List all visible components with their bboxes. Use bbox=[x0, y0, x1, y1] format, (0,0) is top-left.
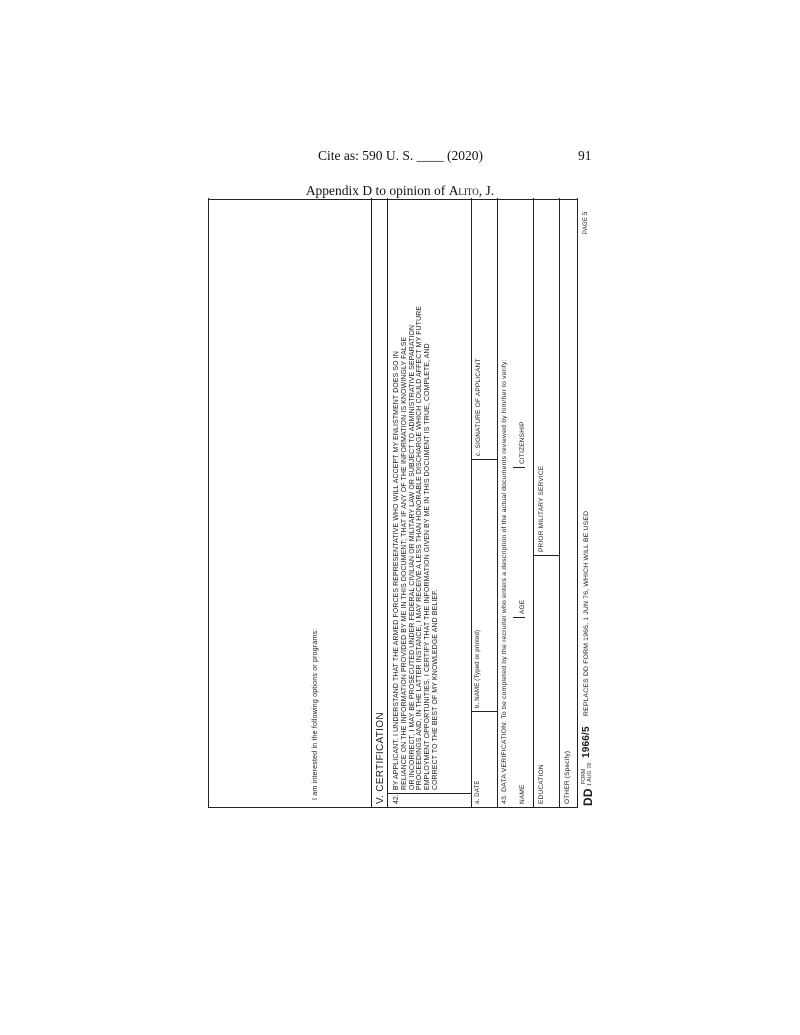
appendix-prefix: Appendix D to opinion of bbox=[305, 183, 449, 198]
item43-text: 43. DATA VERIFICATION: To be completed by the recruiter who enters a description of the actual documents reviewed by him/her to verify: bbox=[501, 359, 508, 804]
form-top-rule bbox=[208, 198, 209, 808]
dd-mark: DD bbox=[581, 788, 595, 806]
name-divider bbox=[471, 459, 497, 460]
date-divider bbox=[471, 711, 497, 712]
signature-row-top bbox=[471, 198, 472, 808]
page-label: PAGE 5 bbox=[583, 211, 589, 234]
certification-text: BY APPLICANT. I UNDERSTAND THAT THE ARMED FORCES REPRESENTATIVE WHO WILL ACCEPT MY ENLISTMENT DOES SO IN RELIANCE ON THE INFORMATION PROVIDED BY ME IN THIS DOCUMENT; THAT IF ANY OF THE INFORMATION IS KNOWINGLY FALSE OR INCORRECT, I MAY BE PROSECUTED UNDER FEDERAL CIVILIAN OR MILITARY LAW OR SUBJECT TO ADMINISTRATIVE SEPARATION PROCEEDINGS AND, IN THE LATTER INSTANCE, I MAY RECEIVE A LESS THAN HONORABLE DISCHARGE WHICH COULD AFFECT MY FUTURE EMPLOYMENT OPPORTUNITIES. I CERTIFY THAT THE INFORMATION GIVEN BY ME IN THIS DOCUMENT IS TRUE, COMPLETE, AND CORRECT TO THE BEST OF MY KNOWLEDGE AND BELIEF. bbox=[393, 305, 439, 790]
citizenship-label: CITIZENSHIP bbox=[519, 421, 526, 464]
age-tick bbox=[513, 617, 525, 618]
form-number: 1966/5 bbox=[581, 726, 592, 758]
rotated-form-scan bbox=[208, 198, 595, 808]
form-word: FORM bbox=[581, 768, 587, 784]
item43-top bbox=[497, 198, 498, 808]
appendix-author: Alito bbox=[448, 183, 479, 198]
form-bottom-rule bbox=[577, 198, 578, 808]
field-name-typed: b. NAME (Typed or printed) bbox=[475, 629, 481, 708]
field-signature: c. SIGNATURE OF APPLICANT bbox=[475, 358, 482, 456]
other-label: OTHER (Specify) bbox=[564, 750, 571, 804]
education-top bbox=[533, 198, 534, 808]
appendix-title bbox=[0, 183, 800, 199]
running-header bbox=[0, 148, 800, 168]
item42-number: 42. bbox=[393, 794, 400, 804]
education-label: EDUCATION bbox=[538, 764, 545, 804]
replaces-note: REPLACES DD FORM 1966, 1 JUN 76, WHICH WILL BE USED bbox=[583, 510, 590, 716]
page-number: 91 bbox=[578, 148, 592, 163]
other-top bbox=[559, 198, 560, 808]
citizenship-tick bbox=[513, 467, 525, 468]
appendix-suffix: , J. bbox=[478, 183, 495, 198]
interest-label: I am interested in the following options or programs: bbox=[312, 628, 319, 800]
prior-service-divider bbox=[533, 555, 559, 556]
name-label: NAME bbox=[519, 784, 526, 804]
form-date: 1 AUG 78 bbox=[587, 762, 593, 786]
age-label: AGE bbox=[519, 599, 526, 614]
citation: Cite as: 590 U. S. ____ (2020) bbox=[318, 148, 483, 163]
section-title: V. CERTIFICATION bbox=[375, 712, 386, 804]
field-date: a. DATE bbox=[475, 780, 481, 804]
prior-service-label: PRIOR MILITARY SERVICE bbox=[538, 465, 545, 552]
